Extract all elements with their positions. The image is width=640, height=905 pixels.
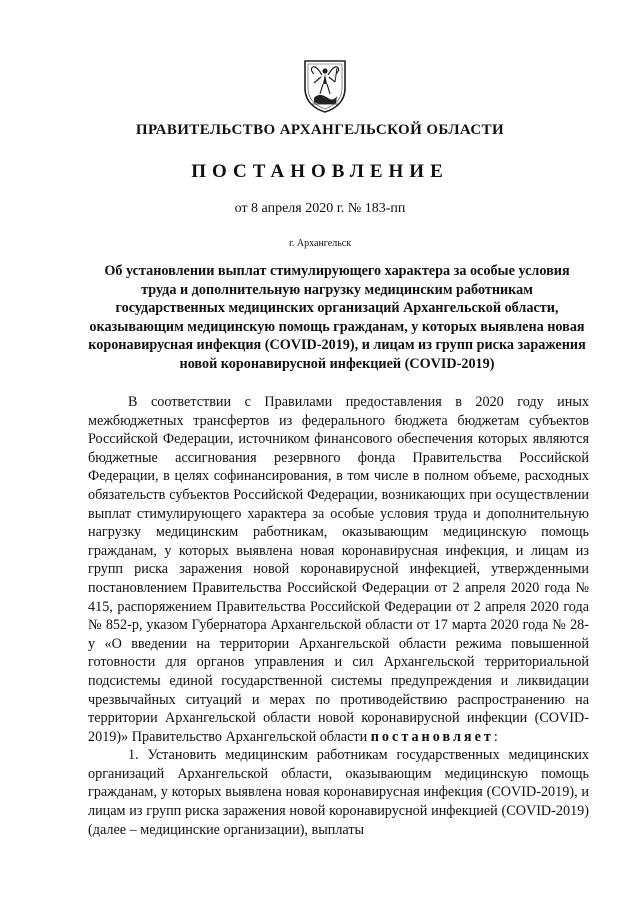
document-city: г. Архангельск (288, 238, 352, 249)
decree-colon: : (493, 728, 498, 745)
arkhangelsk-coat-of-arms-icon (302, 58, 348, 114)
document-subject: Об установлении выплат стимулирующего характера за особые условия труда и дополнительную нагрузку медицинским работникам государственных медицинских организаций Архангельской области, оказывающим медицинскую помощь гражданам, у которых выявлена новая коронавирусная инфекция (COVID-2019), и лицам из групп риска заражения новой коронавирусной инфекцией (COVID-2019) (88, 263, 586, 372)
decree-word: постановляет (370, 728, 494, 745)
document-date-number: от 8 апреля 2020 г. № 183-пп (234, 201, 406, 216)
document-type: ПОСТАНОВЛЕНИЕ (191, 161, 449, 182)
preamble-paragraph (88, 393, 589, 746)
document-body (88, 393, 589, 839)
item-1-paragraph: 1. Установить медицинским работникам государственных медицинских организаций Архангельской области, оказывающим медицинскую помощь гражданам, у которых выявлена новая коронавирусная инфекция (COVID-2019), и лицам из групп риска заражения новой коронавирусной инфекцией (COVID-2019) (далее – медицинские организации), выплаты (88, 747, 589, 838)
preamble-text: В соответствии с Правилами предоставления в 2020 году иных межбюджетных трансфертов из федерального бюджета бюджетам субъектов Российской Федерации, источником финансового обеспечения которых являются бюджетные ассигнования резервного фонда Правительства Российской Федерации, в целях софинансирования, в том числе в полном объеме, расходных обязательств субъектов Российской Федерации, возникающих при осуществлении выплат стимулирующего характера за особые условия труда и дополнительную нагрузку медицинским работникам, оказывающим медицинскую помощь гражданам, у которых выявлена новая коронавирусная инфекция, и лицам из групп риска заражения новой коронавирусной инфекцией, утвержденными постановлением Правительства Российской Федерации от 2 апреля 2020 года № 415, распоряжением Правительства Российской Федерации от 2 апреля 2020 года № 852-р, указом Губернатора Архангельской области от 17 марта 2020 года № 28-у «О введении на территории Архангельской области режима повышенной готовности для органов управления и сил Архангельской территориальной подсистемы единой государственной системы предупреждения и ликвидации чрезвычайных ситуаций и мерах по противодействию распространению на территории Архангельской области новой коронавирусной инфекции (COVID-2019)» Правительство Архангельской области (88, 394, 589, 745)
government-title: ПРАВИТЕЛЬСТВО АРХАНГЕЛЬСКОЙ ОБЛАСТИ (135, 122, 505, 138)
